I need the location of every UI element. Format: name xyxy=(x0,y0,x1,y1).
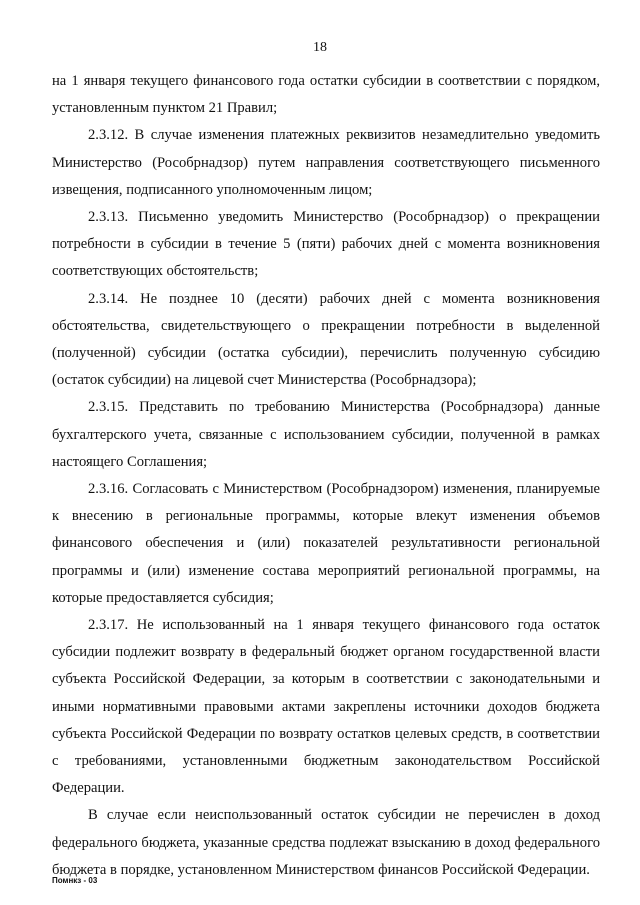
paragraph-2-3-12: 2.3.12. В случае изменения платежных реквизитов незамедлительно уведомить Министерство (Рособрнадзор) путем направления соответствующего письменного извещения, подписанного уполномоченным лицом; xyxy=(52,127,600,198)
paragraph-continuation: на 1 января текущего финансового года остатки субсидии в соответствии с порядком, установленным пунктом 21 Правил; xyxy=(52,73,600,117)
paragraph-2-3-14: 2.3.14. Не позднее 10 (десяти) рабочих дней с момента возникновения обстоятельства, свидетельствующего о прекращении потребности в выделенной (полученной) субсидии (остатка субсидии), перечислить полученную субсидию (остаток субсидии) на лицевой счет Министерства (Рособрнадзора); xyxy=(52,290,600,389)
paragraph-2-3-16: 2.3.16. Согласовать с Министерством (Рособрнадзором) изменения, планируемые к внесению в региональные программы, которые влекут изменения объемов финансового обеспечения и (или) показателей результативности региональной программы и (или) изменение состава мероприятий региональной программы, на которые предоставляется субсидия; xyxy=(52,481,600,606)
page-number: 18 xyxy=(313,40,327,55)
document-body xyxy=(52,68,600,884)
paragraph-2-3-17: 2.3.17. Не использованный на 1 января текущего финансового года остаток субсидии подлежит возврату в федеральный бюджет органом государственной власти субъекта Российской Федерации, за которым в соответствии с законодательными и иными нормативными правовыми актами закреплены источники доходов бюджета субъекта Российской Федерации по возврату остатков целевых средств, в соответствии с требованиями, установленными бюджетным законодательством Российской Федерации. xyxy=(52,617,600,797)
paragraph-2-3-13: 2.3.13. Письменно уведомить Министерство (Рособрнадзор) о прекращении потребности в субсидии в течение 5 (пяти) рабочих дней с момента возникновения соответствующих обстоятельств; xyxy=(52,209,600,280)
paragraph-2-3-15: 2.3.15. Представить по требованию Министерства (Рособрнадзора) данные бухгалтерского учета, связанные с использованием субсидии, полученной в рамках настоящего Соглашения; xyxy=(52,399,600,470)
footer-document-code: Помнкз - 03 xyxy=(52,876,98,885)
paragraph-refund-note: В случае если неиспользованный остаток субсидии не перечислен в доход федерального бюджета, указанные средства подлежат взысканию в доход федерального бюджета в порядке, установленном Министерством финансов Российской Федерации. xyxy=(52,807,600,878)
